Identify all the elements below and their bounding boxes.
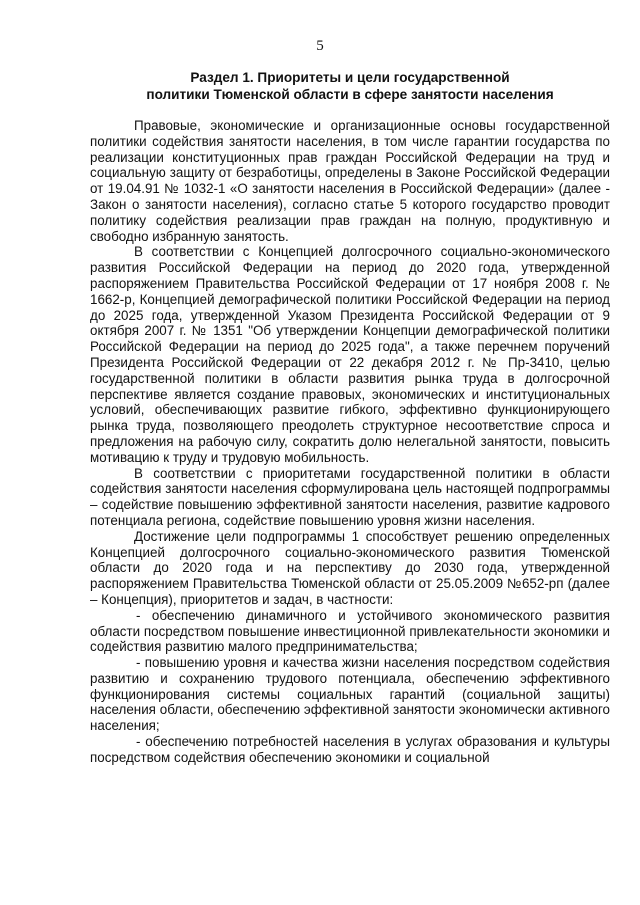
paragraph-concepts: В соответствии с Концепцией долгосрочного социально-экономического развития Российской Федерации на период до 2020 года, утвержденной распоряжением Правительства Российской Федерации от 17 ноября 2008 г. № 1662-р, Концепцией демографической политики Российской Федерации на период до 2025 года, утвержденной Указом Президента Российской Федерации от 9 октября 2007 г. № 1351 "Об утверждении Концепции демографической политики Российской Федерации на период до 2025 года", а также перечнем поручений Президента Российской Федерации от 22 декабря 2012 г. № Пр-3410, целью государственной политики в области развития рынка труда в долгосрочной перспективе является создание правовых, экономических и институциональных условий, обеспечивающих развитие гибкого, эффективно функционирующего рынка труда, позволяющего преодолеть структурное несоответствие спроса и предложения на рабочую силу, сократить долю нелегальной занятости, повысить мотивацию к труду и трудовую мобильность. [90, 244, 610, 465]
list-item-education-culture: - обеспечению потребностей населения в услугах образования и культуры посредством содействия обеспечению экономики и социальной [90, 734, 610, 765]
section-heading [90, 69, 610, 103]
paragraph-achievement: Достижение цели подпрограммы 1 способствует решению определенных Концепцией долгосрочного социально-экономического развития Тюменской области до 2020 года и на перспективу до 2030 года, утвержденной распоряжением Правительства Тюменской области от 25.05.2009 №652-рп (далее – Концепция), приоритетов и задач, в частности: [90, 528, 610, 607]
list-item-quality-of-life: - повышению уровня и качества жизни населения посредством содействия развитию и сохранению трудового потенциала, обеспечению эффективного функционирования системы социальных гарантий (социальной защиты) населения области, обеспечению эффективной занятости экономически активного населения; [90, 655, 610, 734]
page-number: 5 [316, 38, 324, 54]
section-heading-line-2: политики Тюменской области в сфере занятости населения [146, 87, 554, 102]
list-item-economic-development: - обеспечению динамичного и устойчивого экономического развития области посредством повышение инвестиционной привлекательности экономики и содействия развитию малого предпринимательства; [90, 607, 610, 655]
section-heading-line-1: Раздел 1. Приоритеты и цели государственной [190, 70, 510, 85]
paragraph-goal: В соответствии с приоритетами государственной политики в области содействия занятости населения сформулирована цель настоящей подпрограммы – содействие повышению эффективной занятости населения, развитие кадрового потенциала региона, содействие повышению уровня жизни населения. [90, 465, 610, 528]
body-text [90, 118, 610, 766]
paragraph-legal-basis: Правовые, экономические и организационные основы государственной политики содействия занятости населения, в том числе гарантии государства по реализации конституционных прав граждан Российской Федерации на труд и социальную защиту от безработицы, определены в Законе Российской Федерации от 19.04.91 № 1032-1 «О занятости населения в Российской Федерации» (далее - Закон о занятости населения), согласно статье 5 которого государство проводит политику содействия реализации прав граждан на полную, продуктивную и свободно избранную занятость. [90, 118, 610, 244]
